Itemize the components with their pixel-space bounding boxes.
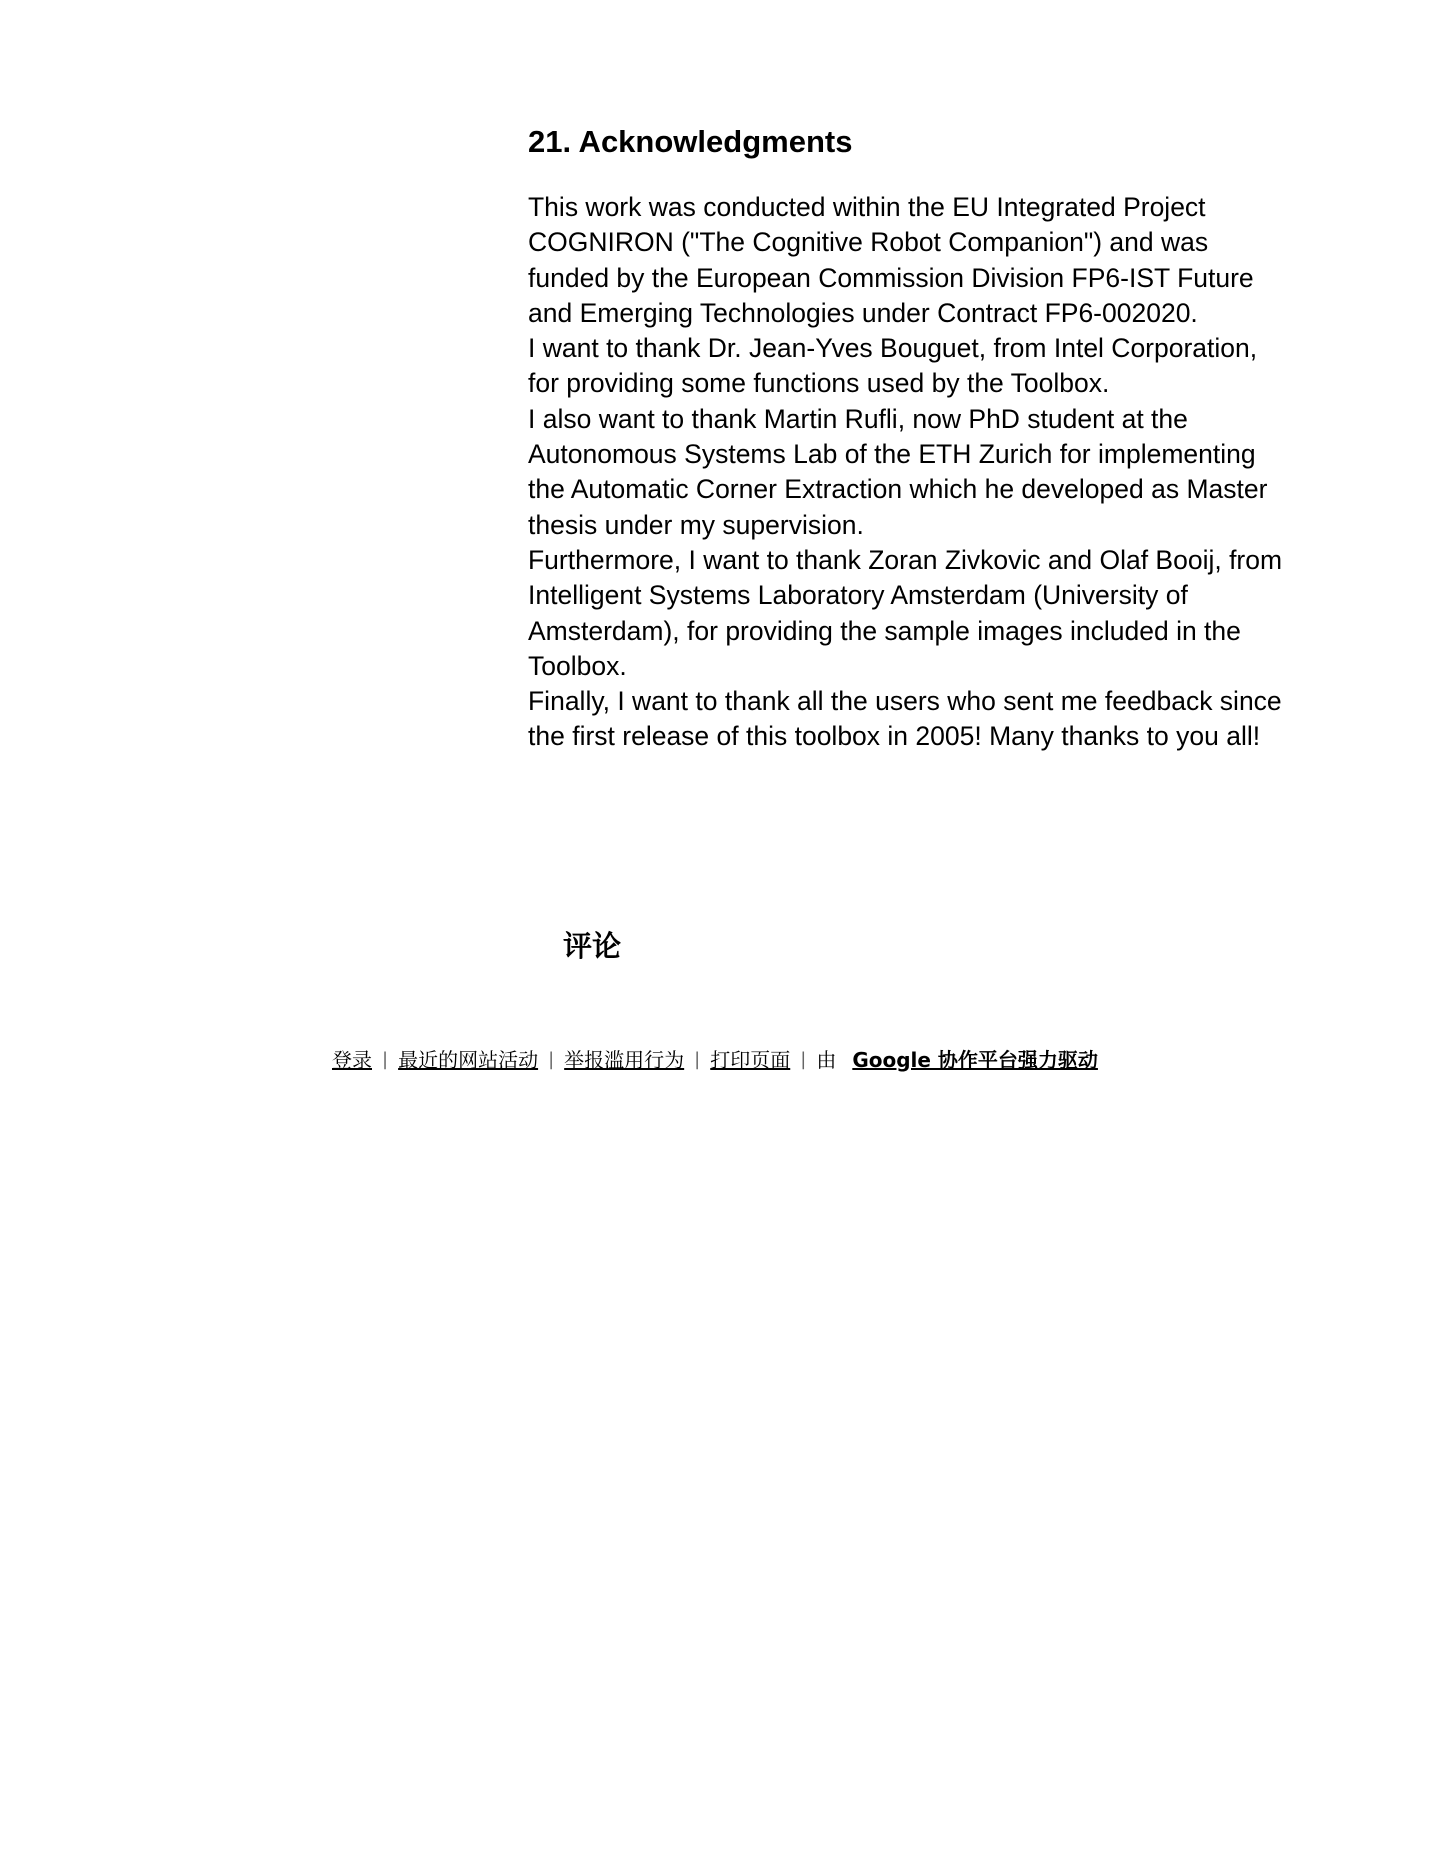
acknowledgment-paragraph-rufli: I also want to thank Martin Rufli, now PhD student at the Autonomous Systems Lab of the ETH Zurich for implementing the Automatic Corner Extraction which he developed as Master thesis under my supervision. bbox=[528, 403, 1268, 540]
comments-heading: 评论 bbox=[563, 929, 622, 963]
acknowledgment-paragraph-bouguet: I want to thank Dr. Jean-Yves Bouguet, from Intel Corporation, for providing some functions used by the Toolbox. bbox=[528, 333, 1258, 399]
google-sites-link[interactable]: Google 协作平台强力驱动 bbox=[852, 1048, 1098, 1072]
print-page-link[interactable]: 打印页面 bbox=[710, 1048, 791, 1072]
footer-separator: | bbox=[800, 1049, 807, 1070]
recent-site-activity-link[interactable]: 最近的网站活动 bbox=[398, 1048, 539, 1072]
sign-in-link[interactable]: 登录 bbox=[332, 1048, 372, 1072]
acknowledgment-paragraph-zivkovic-booij: Furthermore, I want to thank Zoran Zivkovic and Olaf Booij, from Intelligent Systems Laboratory Amsterdam (University of Amsterdam), for providing the sample images included in the Toolbox. bbox=[528, 544, 1283, 681]
report-abuse-link[interactable]: 举报滥用行为 bbox=[564, 1048, 685, 1072]
acknowledgment-paragraph-funding: This work was conducted within the EU Integrated Project COGNIRON ("The Cognitive Robot Companion") and was funded by the European Commission Division FP6-IST Future and Emerging Technologies under Contract FP6-002020. bbox=[528, 192, 1254, 328]
site-footer bbox=[332, 1046, 1098, 1074]
footer-separator: | bbox=[382, 1049, 389, 1070]
acknowledgment-paragraph-users: Finally, I want to thank all the users who sent me feedback since the first release of this toolbox in 2005! Many thanks to you all! bbox=[528, 686, 1282, 752]
section-title: 21. Acknowledgments bbox=[528, 124, 853, 159]
footer-separator: | bbox=[694, 1049, 701, 1070]
powered-by-prefix: 由 bbox=[816, 1048, 837, 1072]
main-content bbox=[528, 120, 1288, 755]
footer-separator: | bbox=[548, 1049, 555, 1070]
